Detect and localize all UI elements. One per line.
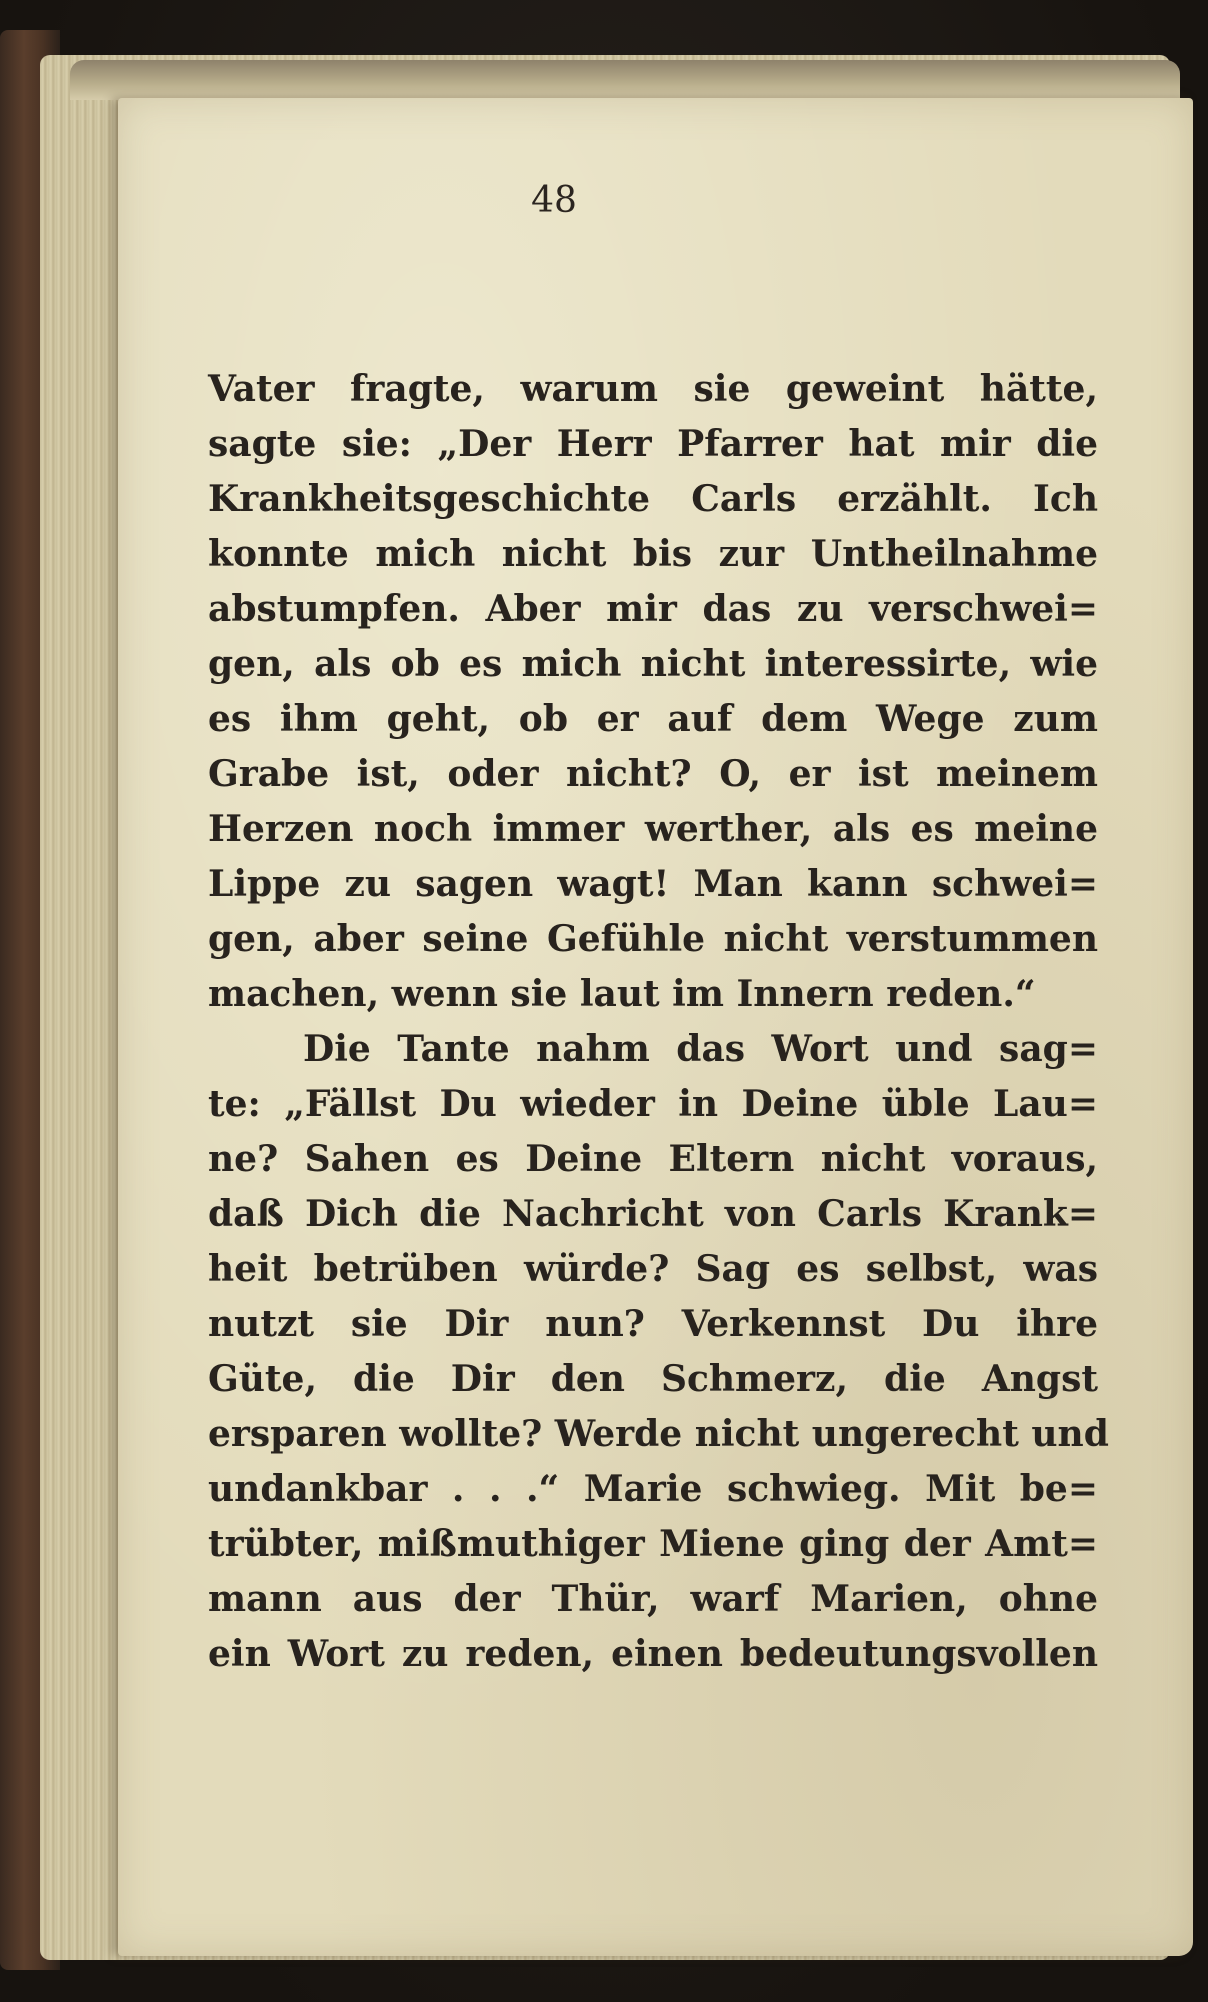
text-line: ne? Sahen es Deine Eltern nicht voraus,: [208, 1138, 1098, 1180]
text-line: heit betrüben würde? Sag es selbst, was: [208, 1248, 1098, 1290]
text-line: gen, aber seine Gefühle nicht verstummen: [208, 918, 1098, 960]
text-line: Herzen noch immer werther, als es meine: [208, 808, 1098, 850]
text-line: Vater fragte, warum sie geweint hätte,: [208, 368, 1098, 410]
text-line: machen, wenn sie laut im Innern reden.“: [208, 973, 1036, 1015]
text-line: gen, als ob es mich nicht interessirte, wie: [208, 643, 1098, 685]
page-text: [208, 362, 1109, 1682]
text-line: mann aus der Thür, warf Marien, ohne: [208, 1578, 1098, 1620]
text-line: Güte, die Dir den Schmerz, die Angst: [208, 1358, 1098, 1400]
text-line: sagte sie: „Der Herr Pfarrer hat mir die: [208, 423, 1098, 465]
page-stack-top: [70, 60, 1180, 100]
page-number: 48: [531, 180, 577, 221]
text-line: trübter, mißmuthiger Miene ging der Amt=: [208, 1523, 1098, 1565]
text-line: ersparen wollte? Werde nicht ungerecht und: [208, 1413, 1109, 1455]
text-line: ein Wort zu reden, einen bedeutungsvollen: [208, 1633, 1098, 1675]
text-line: Die Tante nahm das Wort und sag=: [303, 1028, 1098, 1070]
text-line: undankbar . . .“ Marie schwieg. Mit be=: [208, 1468, 1098, 1510]
text-line: abstumpfen. Aber mir das zu verschwei=: [208, 588, 1098, 630]
text-line: Lippe zu sagen wagt! Man kann schwei=: [208, 863, 1098, 905]
text-line: Krankheitsgeschichte Carls erzählt. Ich: [208, 478, 1098, 520]
text-line: daß Dich die Nachricht von Carls Krank=: [208, 1193, 1098, 1235]
text-line: es ihm geht, ob er auf dem Wege zum: [208, 698, 1098, 740]
text-line: konnte mich nicht bis zur Untheilnahme: [208, 533, 1098, 575]
text-line: nutzt sie Dir nun? Verkennst Du ihre: [208, 1303, 1098, 1345]
text-line: te: „Fällst Du wieder in Deine üble Lau=: [208, 1083, 1098, 1125]
text-line: Grabe ist, oder nicht? O, er ist meinem: [208, 753, 1098, 795]
